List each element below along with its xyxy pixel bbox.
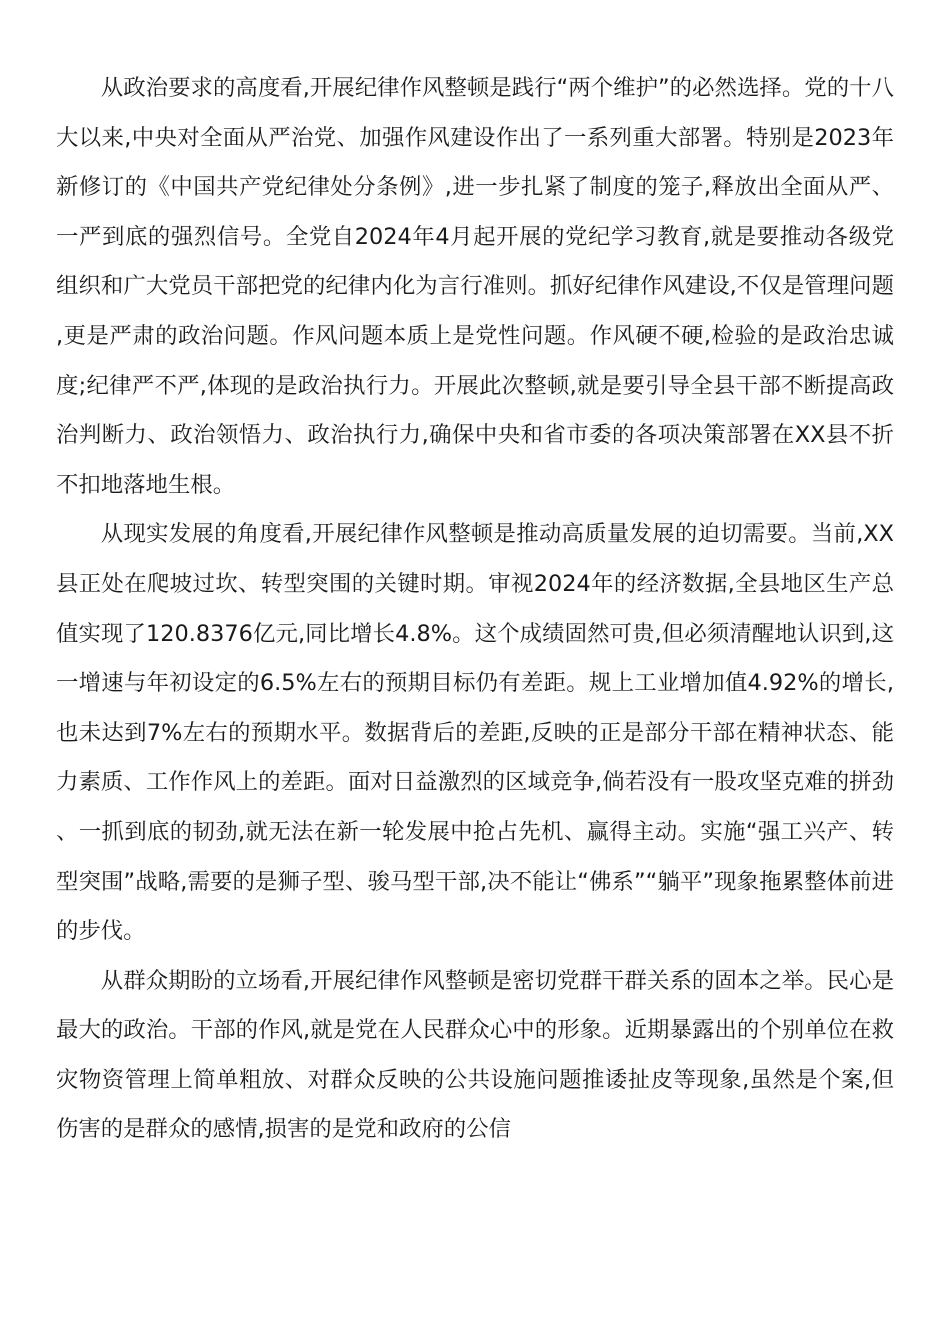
paragraph-public-expectations: 从群众期盼的立场看,开展纪律作风整顿是密切党群干群关系的固本之举。民心是最大的政治。干部的作风,就是党在人民群众心中的形象。近期暴露出的个别单位在救灾物资管理上简单粗放、对群众反映的公共设施问题推诿扯皮等现象,虽然是个案,但伤害的是群众的感情,损害的是党和政府的公信 bbox=[56, 967, 894, 1143]
document-body bbox=[56, 64, 894, 1155]
paragraph-political-requirements: 从政治要求的高度看,开展纪律作风整顿是践行“两个维护”的必然选择。党的十八大以来,中央对全面从严治党、加强作风建设作出了一系列重大部署。特别是2023年新修订的《中国共产党纪律处分条例》,进一步扎紧了制度的笼子,释放出全面从严、一严到底的强烈信号。全党自2024年4月起开展的党纪学习教育,就是要推动各级党组织和广大党员干部把党的纪律内化为言行准则。抓好纪律作风建设,不仅是管理问题,更是严肃的政治问题。作风问题本质上是党性问题。作风硬不硬,检验的是政治忠诚度;纪律严不严,体现的是政治执行力。开展此次整顿,就是要引导全县干部不断提高政治判断力、政治领悟力、政治执行力,确保中央和省市委的各项决策部署在XX县不折不扣地落地生根。 bbox=[56, 75, 894, 498]
paragraph-development-needs: 从现实发展的角度看,开展纪律作风整顿是推动高质量发展的迫切需要。当前,XX县正处在爬坡过坎、转型突围的关键时期。审视2024年的经济数据,全县地区生产总值实现了120.8376亿元,同比增长4.8%。这个成绩固然可贵,但必须清醒地认识到,这一增速与年初设定的6.5%左右的预期目标仍有差距。规上工业增加值4.92%的增长,也未达到7%左右的预期水平。数据背后的差距,反映的正是部分干部在精神状态、能力素质、工作作风上的差距。面对日益激烈的区域竞争,倘若没有一股攻坚克难的拼劲、一抓到底的韧劲,就无法在新一轮发展中抢占先机、赢得主动。实施“强工兴产、转型突围”战略,需要的是狮子型、骏马型干部,决不能让“佛系”“躺平”现象拖累整体前进的步伐。 bbox=[56, 521, 894, 945]
